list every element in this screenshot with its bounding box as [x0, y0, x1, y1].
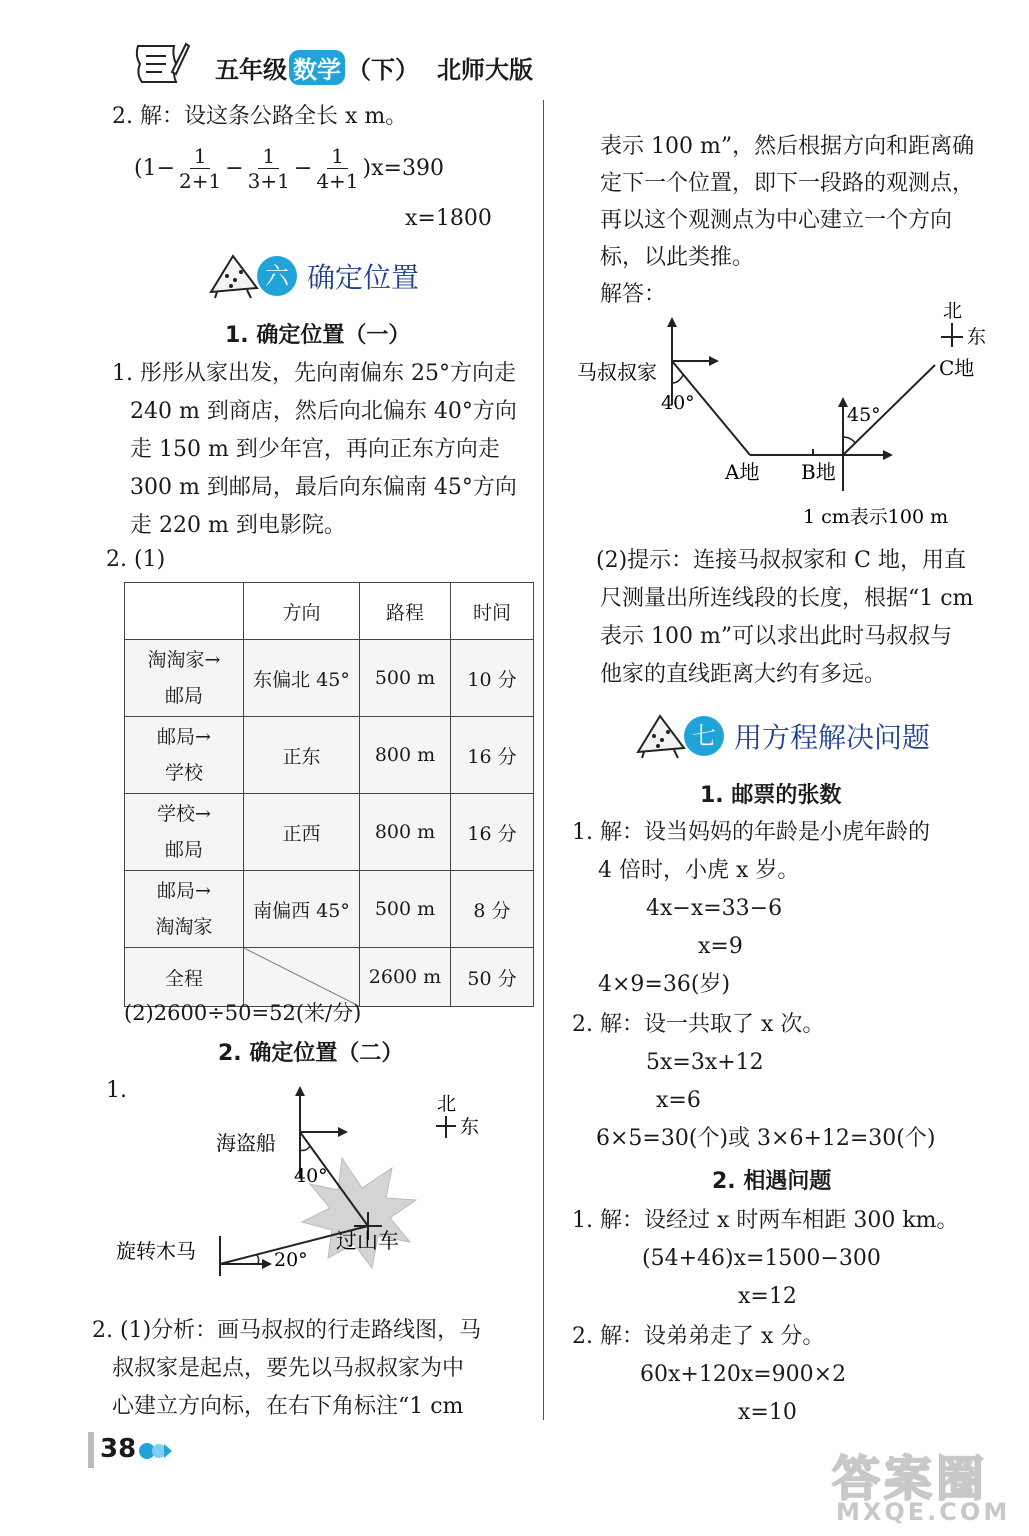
- q1-line-3: 走 150 m 到少年宫，再向正东方向走: [130, 437, 500, 462]
- q2b-line-3: 心建立方向标，在右下角标注“1 cm: [112, 1394, 464, 1419]
- prev-q2-equation: (1− $\frac{1}{2+1}$ − $\frac{1}{3+1}$ − $\frac{1}{4+1}$ )x=390: [134, 143, 444, 193]
- table-cell-total-time: 50 分: [451, 948, 534, 1007]
- q1-line-1: 1. 彤彤从家出发，先向南偏东 25°方向走: [112, 361, 516, 386]
- sub4-title: 2. 相遇问题: [712, 1169, 832, 1194]
- table-cell-distance: 500 m: [360, 871, 451, 948]
- table-header-cell: 路程: [360, 583, 451, 640]
- sub1-title: 1. 确定位置（一）: [225, 323, 411, 348]
- point-a-label: A地: [725, 460, 760, 484]
- hint-line-4: 他家的直线距离大约有多远。: [600, 662, 887, 687]
- stamps-line-7: 5x=3x+12: [646, 1050, 764, 1075]
- mascot-icon: [632, 712, 688, 760]
- header-term: （下）: [347, 56, 419, 84]
- header-grade: 五年级: [215, 56, 287, 84]
- compass-east-label: 东: [460, 1116, 480, 1138]
- home-label: 马叔叔家: [577, 360, 657, 384]
- unit6-heading: [205, 252, 419, 300]
- stamps-line-5: 4×9=36(岁): [598, 972, 731, 997]
- table-cell-distance: 500 m: [360, 640, 451, 717]
- stamps-line-2: 4 倍时，小虎 x 岁。: [598, 858, 800, 883]
- table-cell-distance: 800 m: [360, 794, 451, 871]
- q2-part2: (2)2600÷50=52(米/分): [124, 1001, 362, 1025]
- pirate-ship-label: 海盗船: [216, 1131, 276, 1155]
- angle1-label: 40°: [661, 392, 695, 414]
- table-cell-distance: 800 m: [360, 717, 451, 794]
- sub3-title: 1. 邮票的张数: [700, 783, 842, 808]
- table-header-cell: [125, 583, 244, 640]
- hint-line-1: (2)提示：连接马叔叔家和 C 地，用直: [596, 548, 966, 573]
- stamps-line-3: 4x−x=33−6: [646, 896, 783, 921]
- fraction-2: $\frac{1}{3+1}$: [247, 143, 290, 193]
- table-cell-direction: 正东: [244, 717, 360, 794]
- q1-line-4: 300 m 到邮局，最后向东偏南 45°方向: [130, 475, 517, 500]
- point-b-label: B地: [801, 460, 836, 484]
- stamps-line-1: 1. 解：设当妈妈的年龄是小虎年龄的: [572, 820, 930, 845]
- table-row: [125, 871, 534, 948]
- table-cell-route: 学校→ 邮局: [125, 794, 244, 871]
- watermark-url: MXQE.COM: [836, 1498, 1011, 1526]
- scale-label: 1 cm表示100 m: [803, 506, 949, 528]
- prev-q2-result: x=1800: [405, 206, 492, 231]
- table-cell-time: 10 分: [451, 640, 534, 717]
- table-header-row: [125, 583, 534, 640]
- table-cell-route: 邮局→ 学校: [125, 717, 244, 794]
- footer-bar: [88, 1432, 94, 1468]
- q1-line-5: 走 220 m 到电影院。: [130, 513, 346, 538]
- meet-line-4: 2. 解：设弟弟走了 x 分。: [572, 1324, 825, 1349]
- table-cell-time: 16 分: [451, 794, 534, 871]
- header-subject: 数学: [289, 50, 345, 85]
- table-cell-time: 16 分: [451, 717, 534, 794]
- angle2-label: 20°: [274, 1249, 308, 1271]
- table-cell-route: 淘淘家→ 邮局: [125, 640, 244, 717]
- table-cell-total-label: 全程: [125, 948, 244, 1007]
- sub2-title: 2. 确定位置（二）: [218, 1041, 404, 1066]
- column-divider: [543, 100, 544, 1420]
- table-header-cell: 方向: [244, 583, 360, 640]
- page-number: 38: [100, 1434, 137, 1464]
- mascot-icon: [205, 252, 261, 300]
- compass-north-label: 北: [943, 300, 963, 322]
- diagram1-q-label: 1.: [106, 1078, 127, 1103]
- table-cell-direction: 东偏北 45°: [244, 640, 360, 717]
- diagram2-route-map: [575, 295, 995, 535]
- unit7-title: 用方程解决问题: [734, 721, 931, 754]
- q2b-line-2: 叔叔家是起点，要先以马叔叔家为中: [112, 1356, 465, 1381]
- carousel-label: 旋转木马: [116, 1239, 196, 1263]
- q2-label: 2. (1): [106, 547, 166, 572]
- diagram1-amusement-park: [110, 1080, 520, 1310]
- table-header-cell: 时间: [451, 583, 534, 640]
- unit7-badge: 七: [684, 716, 724, 756]
- q1-line-2: 240 m 到商店，然后向北偏东 40°方向: [130, 399, 517, 424]
- table-row: [125, 640, 534, 717]
- unit6-title: 确定位置: [307, 261, 420, 294]
- answer-label: 解答：: [600, 282, 667, 307]
- table-cell-time: 8 分: [451, 871, 534, 948]
- table-cell-total-distance: 2600 m: [360, 948, 451, 1007]
- route-table: [124, 582, 534, 1007]
- angle1-label: 40°: [294, 1165, 328, 1187]
- prev-q2-line1: 2. 解：设这条公路全长 x m。: [112, 104, 408, 129]
- cont-line-1: 表示 100 m”，然后根据方向和距离确: [600, 134, 975, 159]
- compass-north-label: 北: [437, 1093, 457, 1115]
- angle2-label: 45°: [847, 404, 881, 426]
- meet-line-5: 60x+120x=900×2: [640, 1362, 847, 1387]
- eq-tail: )x=390: [362, 155, 444, 181]
- unit6-badge: 六: [257, 256, 297, 296]
- cont-line-2: 定下一个位置，即下一段路的观测点，: [600, 171, 975, 196]
- fraction-3: $\frac{1}{4+1}$: [316, 143, 359, 193]
- unit7-heading: [632, 712, 930, 760]
- stamps-line-6: 2. 解：设一共取了 x 次。: [572, 1012, 825, 1037]
- meet-line-6: x=10: [738, 1400, 797, 1425]
- header-book-icon: [132, 36, 190, 92]
- page-arrow-icon: [138, 1440, 172, 1466]
- header-edition: 北师大版: [437, 56, 533, 84]
- compass-east-label: 东: [967, 326, 987, 348]
- table-cell-direction: 正西: [244, 794, 360, 871]
- table-cell-direction: 南偏西 45°: [244, 871, 360, 948]
- roller-coaster-label: 过山车: [336, 1229, 399, 1253]
- stamps-line-9: 6×5=30(个)或 3×6+12=30(个): [596, 1126, 936, 1151]
- cont-line-4: 标，以此类推。: [600, 245, 755, 270]
- table-row: [125, 794, 534, 871]
- meet-line-1: 1. 解：设经过 x 时两车相距 300 km。: [572, 1208, 959, 1233]
- cont-line-3: 再以这个观测点为中心建立一个方向: [600, 208, 953, 233]
- watermark: 答案圈: [832, 1451, 989, 1507]
- table-cell-route: 邮局→ 淘淘家: [125, 871, 244, 948]
- table-row: [125, 717, 534, 794]
- hint-line-3: 表示 100 m”可以求出此时马叔叔与: [600, 624, 953, 649]
- stamps-line-8: x=6: [656, 1088, 701, 1113]
- eq-open: (1−: [134, 155, 176, 181]
- fraction-1: $\frac{1}{2+1}$: [179, 143, 222, 193]
- header-title: [215, 50, 533, 85]
- point-c-label: C地: [939, 356, 975, 380]
- q2b-line-1: 2. (1)分析：画马叔叔的行走路线图，马: [92, 1318, 482, 1343]
- meet-line-2: (54+46)x=1500−300: [642, 1246, 881, 1271]
- stamps-line-4: x=9: [698, 934, 743, 959]
- meet-line-3: x=12: [738, 1284, 797, 1309]
- hint-line-2: 尺测量出所连线段的长度，根据“1 cm: [600, 586, 974, 611]
